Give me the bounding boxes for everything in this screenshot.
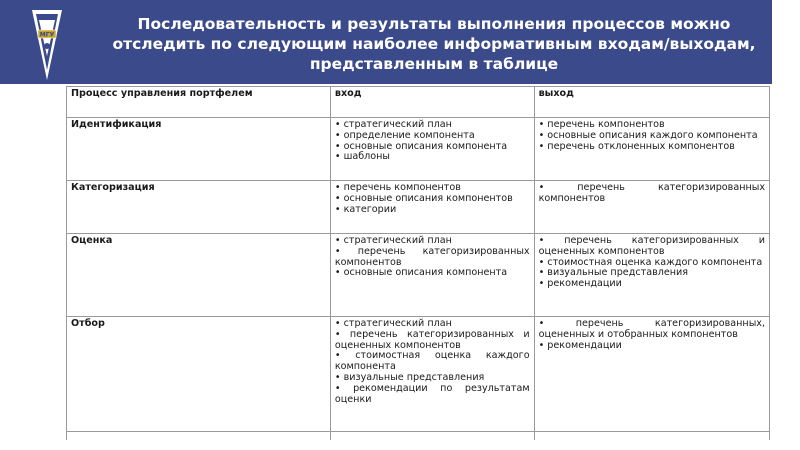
table-row bbox=[67, 118, 770, 181]
output-cell bbox=[534, 118, 769, 181]
input-cell bbox=[330, 118, 534, 181]
table-row-empty bbox=[67, 432, 770, 441]
empty-cell bbox=[330, 432, 534, 441]
list-item: • визуальные представления bbox=[538, 267, 689, 279]
input-cell bbox=[330, 317, 534, 432]
list-item: • стоимостная оценка каждого компонента bbox=[334, 350, 530, 373]
list-item: • перечень категоризированных и оцененных компонентов bbox=[334, 328, 530, 351]
input-cell bbox=[330, 181, 534, 234]
empty-cell bbox=[534, 432, 769, 441]
university-emblem-icon bbox=[30, 6, 64, 82]
header-input: вход bbox=[330, 87, 534, 118]
list-item: • стратегический план bbox=[334, 318, 452, 329]
table-row bbox=[67, 317, 770, 432]
list-item: • перечень компонентов bbox=[334, 182, 461, 193]
title-bar bbox=[0, 0, 772, 84]
list-item: • основные описания компонента bbox=[334, 140, 508, 152]
list-item: • основные описания каждого компонента bbox=[538, 129, 758, 141]
list-item: • категории bbox=[334, 203, 397, 215]
list-item: • перечень компонентов bbox=[538, 119, 665, 130]
list-item: • перечень отклоненных компонентов bbox=[538, 140, 735, 152]
list-item: • рекомендации bbox=[538, 339, 622, 351]
table-row bbox=[67, 181, 770, 234]
process-table bbox=[66, 86, 770, 440]
list-item: • рекомендации bbox=[538, 278, 622, 290]
input-cell bbox=[330, 234, 534, 317]
stage-name: Идентификация bbox=[67, 118, 331, 181]
logo-text: МГУ bbox=[39, 31, 55, 39]
output-cell bbox=[534, 317, 769, 432]
list-item: • перечень категоризированных компонентов bbox=[538, 182, 765, 204]
table-row bbox=[67, 234, 770, 317]
empty-cell bbox=[67, 432, 331, 441]
output-cell bbox=[534, 181, 769, 234]
stage-name: Отбор bbox=[67, 317, 331, 432]
list-item: • рекомендации по результатам оценки bbox=[334, 382, 530, 405]
list-item: • основные описания компонента bbox=[334, 267, 508, 279]
table-header-row bbox=[67, 87, 770, 118]
list-item: • перечень категоризированных и оцененных компонентов bbox=[538, 235, 765, 257]
list-item: • стратегический план bbox=[334, 119, 452, 130]
page-title: Последовательность и результаты выполнения процессов можно отследить по следующим наиболее информативным входам/выходам, представленным в таблице bbox=[112, 15, 756, 73]
list-item: • стратегический план bbox=[334, 235, 452, 246]
header-output: выход bbox=[534, 87, 769, 118]
list-item: • перечень категоризированных компонентов bbox=[334, 245, 530, 268]
list-item: • шаблоны bbox=[334, 151, 391, 163]
list-item: • стоимостная оценка каждого компонента bbox=[538, 256, 763, 268]
output-cell bbox=[534, 234, 769, 317]
stage-name: Оценка bbox=[67, 234, 331, 317]
list-item: • основные описания компонентов bbox=[334, 192, 513, 204]
list-item: • определение компонента bbox=[334, 129, 475, 141]
stage-name: Категоризация bbox=[67, 181, 331, 234]
process-table-container bbox=[66, 86, 772, 440]
header-process: Процесс управления портфелем bbox=[67, 87, 331, 118]
list-item: • перечень категоризированных, оцененных и отобранных компонентов bbox=[538, 318, 765, 340]
list-item: • визуальные представления bbox=[334, 371, 485, 383]
